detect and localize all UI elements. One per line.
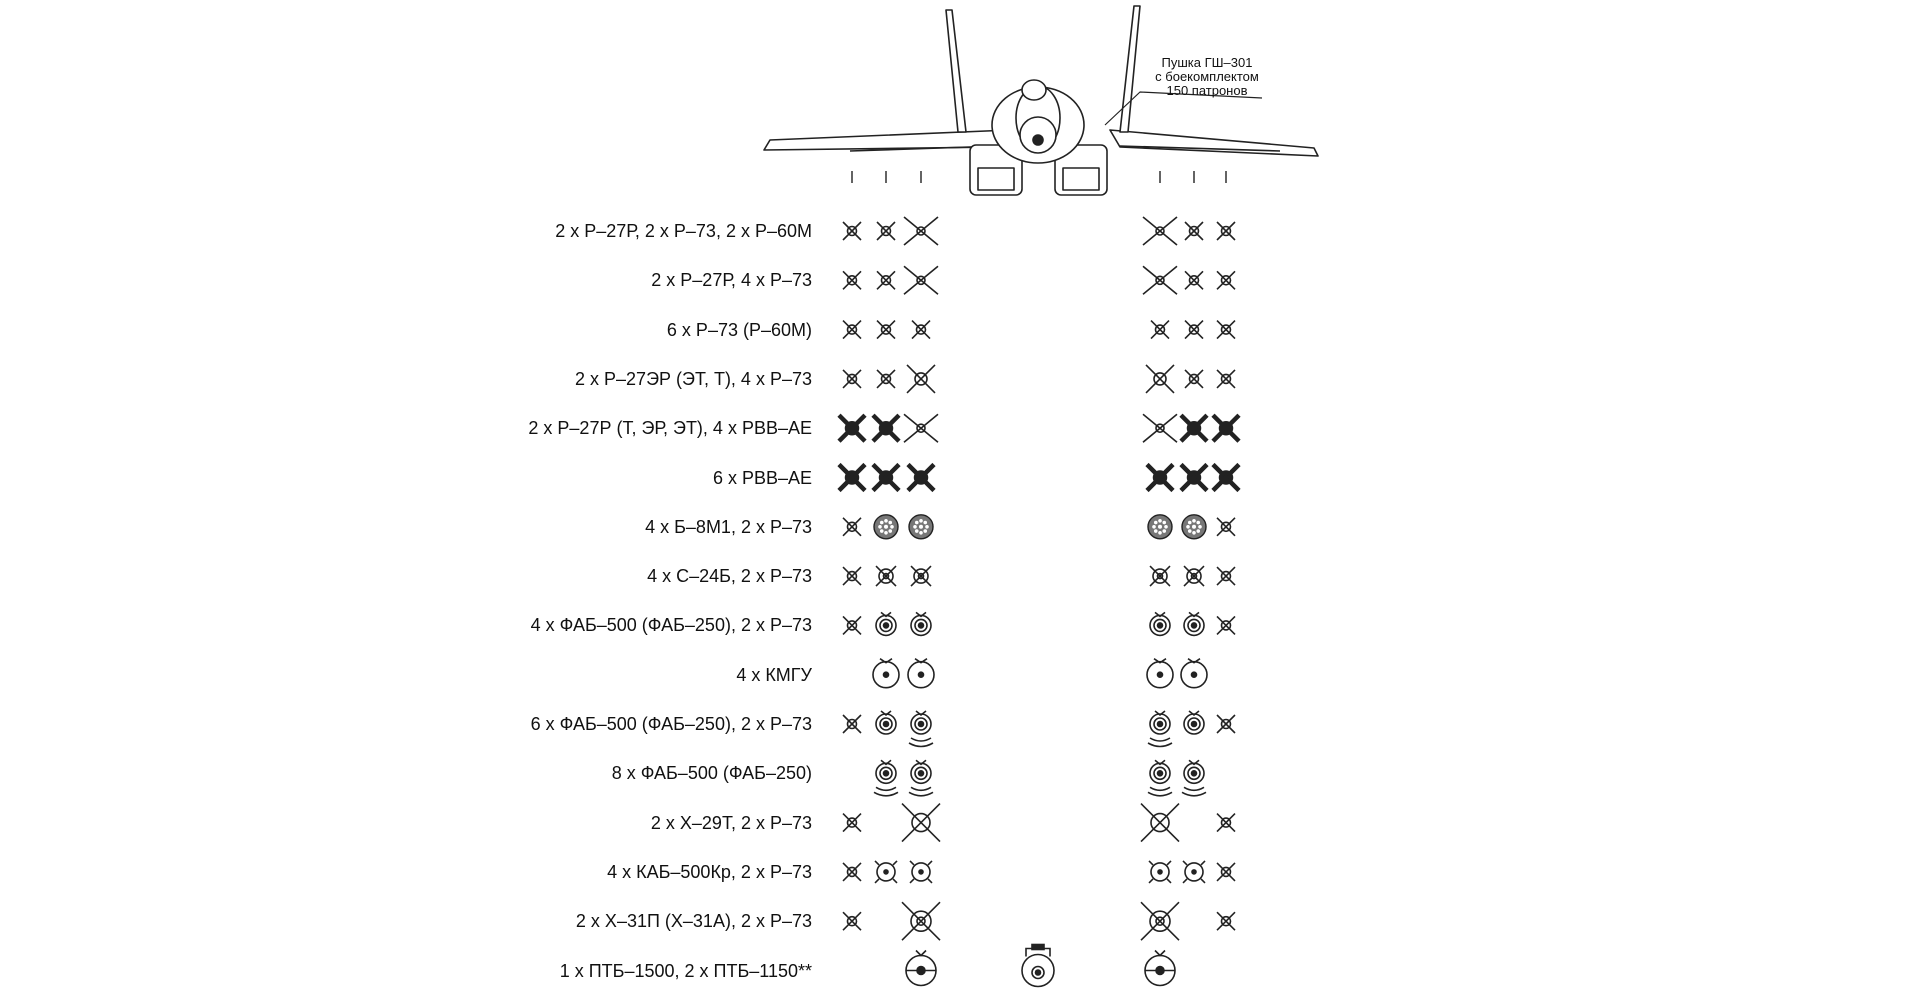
big-store-icon xyxy=(904,217,938,245)
sm-store-icon xyxy=(1217,863,1235,881)
sm-store-icon xyxy=(843,715,861,733)
sm-store-icon xyxy=(843,814,861,832)
rvv-store-icon xyxy=(1213,415,1239,441)
sm-store-icon xyxy=(1217,616,1235,634)
loadout-label: 4 x Б–8М1, 2 x Р–73 xyxy=(645,516,812,537)
bomb2-store-icon xyxy=(1148,711,1172,747)
big-store-icon xyxy=(904,414,938,442)
sm-store-icon xyxy=(877,271,895,289)
loadout-label: 2 x Р–27Р, 4 x Р–73 xyxy=(651,270,812,291)
sm-store-icon xyxy=(1185,370,1203,388)
loadout-label: 8 x ФАБ–500 (ФАБ–250) xyxy=(611,763,812,784)
sm-store-icon xyxy=(843,222,861,240)
pod-store-icon xyxy=(1148,515,1172,539)
rvv-store-icon xyxy=(1181,415,1207,441)
sm-store-icon xyxy=(1217,222,1235,240)
sm-store-icon xyxy=(912,321,930,339)
x31-store-icon xyxy=(902,902,940,940)
kmgu-store-icon xyxy=(1181,659,1207,688)
loadout-label: 4 x КМГУ xyxy=(736,664,812,685)
loadout-label: 4 x ФАБ–500 (ФАБ–250), 2 x Р–73 xyxy=(530,615,812,636)
tank-store-icon xyxy=(906,951,936,986)
x29-store-icon xyxy=(902,804,940,842)
sm-store-icon xyxy=(843,370,861,388)
bomb-store-icon xyxy=(1184,612,1204,635)
bomb2-store-icon xyxy=(1182,760,1206,796)
x31-store-icon xyxy=(1141,902,1179,940)
mid-store-icon xyxy=(1146,365,1174,393)
bomb-store-icon xyxy=(1150,612,1170,635)
sm-store-icon xyxy=(1217,271,1235,289)
sm-store-icon xyxy=(1217,814,1235,832)
sm-store-icon xyxy=(1217,567,1235,585)
rvv-store-icon xyxy=(839,465,865,491)
bomb-store-icon xyxy=(876,612,896,635)
sm-store-icon xyxy=(1185,271,1203,289)
sm-store-icon xyxy=(1217,912,1235,930)
loadout-label: 6 x Р–73 (Р–60М) xyxy=(666,319,812,340)
sm-store-icon xyxy=(843,321,861,339)
rvv-store-icon xyxy=(1213,465,1239,491)
bomb2-store-icon xyxy=(909,760,933,796)
loadout-label: 2 x Р–27Р (Т, ЭР, ЭТ), 4 x РВВ–АЕ xyxy=(528,418,812,439)
sm-store-icon xyxy=(1185,321,1203,339)
gun-annotation-line: Пушка ГШ–301 xyxy=(1161,55,1253,70)
rvv-store-icon xyxy=(873,415,899,441)
rkt-store-icon xyxy=(876,566,896,586)
kab-store-icon xyxy=(910,861,932,883)
tank-store-icon xyxy=(1145,951,1175,986)
loadout-label: 4 x КАБ–500Кр, 2 x Р–73 xyxy=(607,861,812,882)
rkt-store-icon xyxy=(1184,566,1204,586)
pod-store-icon xyxy=(1182,515,1206,539)
big-store-icon xyxy=(1143,217,1177,245)
sm-store-icon xyxy=(843,912,861,930)
bomb-store-icon xyxy=(1184,711,1204,734)
sm-store-icon xyxy=(877,321,895,339)
rkt-store-icon xyxy=(911,566,931,586)
sm-store-icon xyxy=(843,518,861,536)
sm-store-icon xyxy=(877,370,895,388)
loadout-label: 4 x С–24Б, 2 x Р–73 xyxy=(647,566,812,587)
sm-store-icon xyxy=(843,271,861,289)
aircraft-front-view xyxy=(764,6,1318,195)
bomb2-store-icon xyxy=(874,760,898,796)
loadout-label: 6 x ФАБ–500 (ФАБ–250), 2 x Р–73 xyxy=(530,714,812,734)
rvv-store-icon xyxy=(908,465,934,491)
sm-store-icon xyxy=(1151,321,1169,339)
rvv-store-icon xyxy=(1147,465,1173,491)
sm-store-icon xyxy=(877,222,895,240)
big-store-icon xyxy=(1143,414,1177,442)
x29-store-icon xyxy=(1141,804,1179,842)
loadout-label: 1 x ПТБ–1500, 2 x ПТБ–1150** xyxy=(559,960,812,981)
kmgu-store-icon xyxy=(908,659,934,688)
sm-store-icon xyxy=(1185,222,1203,240)
loadout-label: 2 x Р–27Р, 2 x Р–73, 2 x Р–60М xyxy=(555,221,812,241)
gun-annotation xyxy=(1142,56,1272,98)
rvv-store-icon xyxy=(873,465,899,491)
loadout-label: 6 x РВВ–АЕ xyxy=(712,467,812,488)
kmgu-store-icon xyxy=(1147,659,1173,688)
sm-store-icon xyxy=(1217,715,1235,733)
rkt-store-icon xyxy=(1150,566,1170,586)
rvv-store-icon xyxy=(839,415,865,441)
gun-annotation-line: с боекомплектом xyxy=(1155,69,1259,84)
kab-store-icon xyxy=(1183,861,1205,883)
kmgu-store-icon xyxy=(873,659,899,688)
bomb-store-icon xyxy=(911,612,931,635)
sm-store-icon xyxy=(1217,370,1235,388)
sm-store-icon xyxy=(1217,321,1235,339)
sm-store-icon xyxy=(843,567,861,585)
big-store-icon xyxy=(1143,266,1177,294)
sm-store-icon xyxy=(1217,518,1235,536)
kab-store-icon xyxy=(875,861,897,883)
ctank-store-icon xyxy=(1022,945,1054,987)
mid-store-icon xyxy=(907,365,935,393)
loadout-label: 2 x Х–29Т, 2 x Р–73 xyxy=(650,812,812,833)
sm-store-icon xyxy=(843,616,861,634)
sm-store-icon xyxy=(843,863,861,881)
rvv-store-icon xyxy=(1181,465,1207,491)
big-store-icon xyxy=(904,266,938,294)
pod-store-icon xyxy=(874,515,898,539)
bomb2-store-icon xyxy=(909,711,933,747)
loadout-label: 2 x Х–31П (Х–31А), 2 x Р–73 xyxy=(575,911,812,932)
bomb2-store-icon xyxy=(1148,760,1172,796)
gun-annotation-line: 150 патронов xyxy=(1166,83,1248,98)
pod-store-icon xyxy=(909,515,933,539)
loadout-label: 2 x Р–27ЭР (ЭТ, Т), 4 x Р–73 xyxy=(575,368,812,389)
bomb-store-icon xyxy=(876,711,896,734)
kab-store-icon xyxy=(1149,861,1171,883)
